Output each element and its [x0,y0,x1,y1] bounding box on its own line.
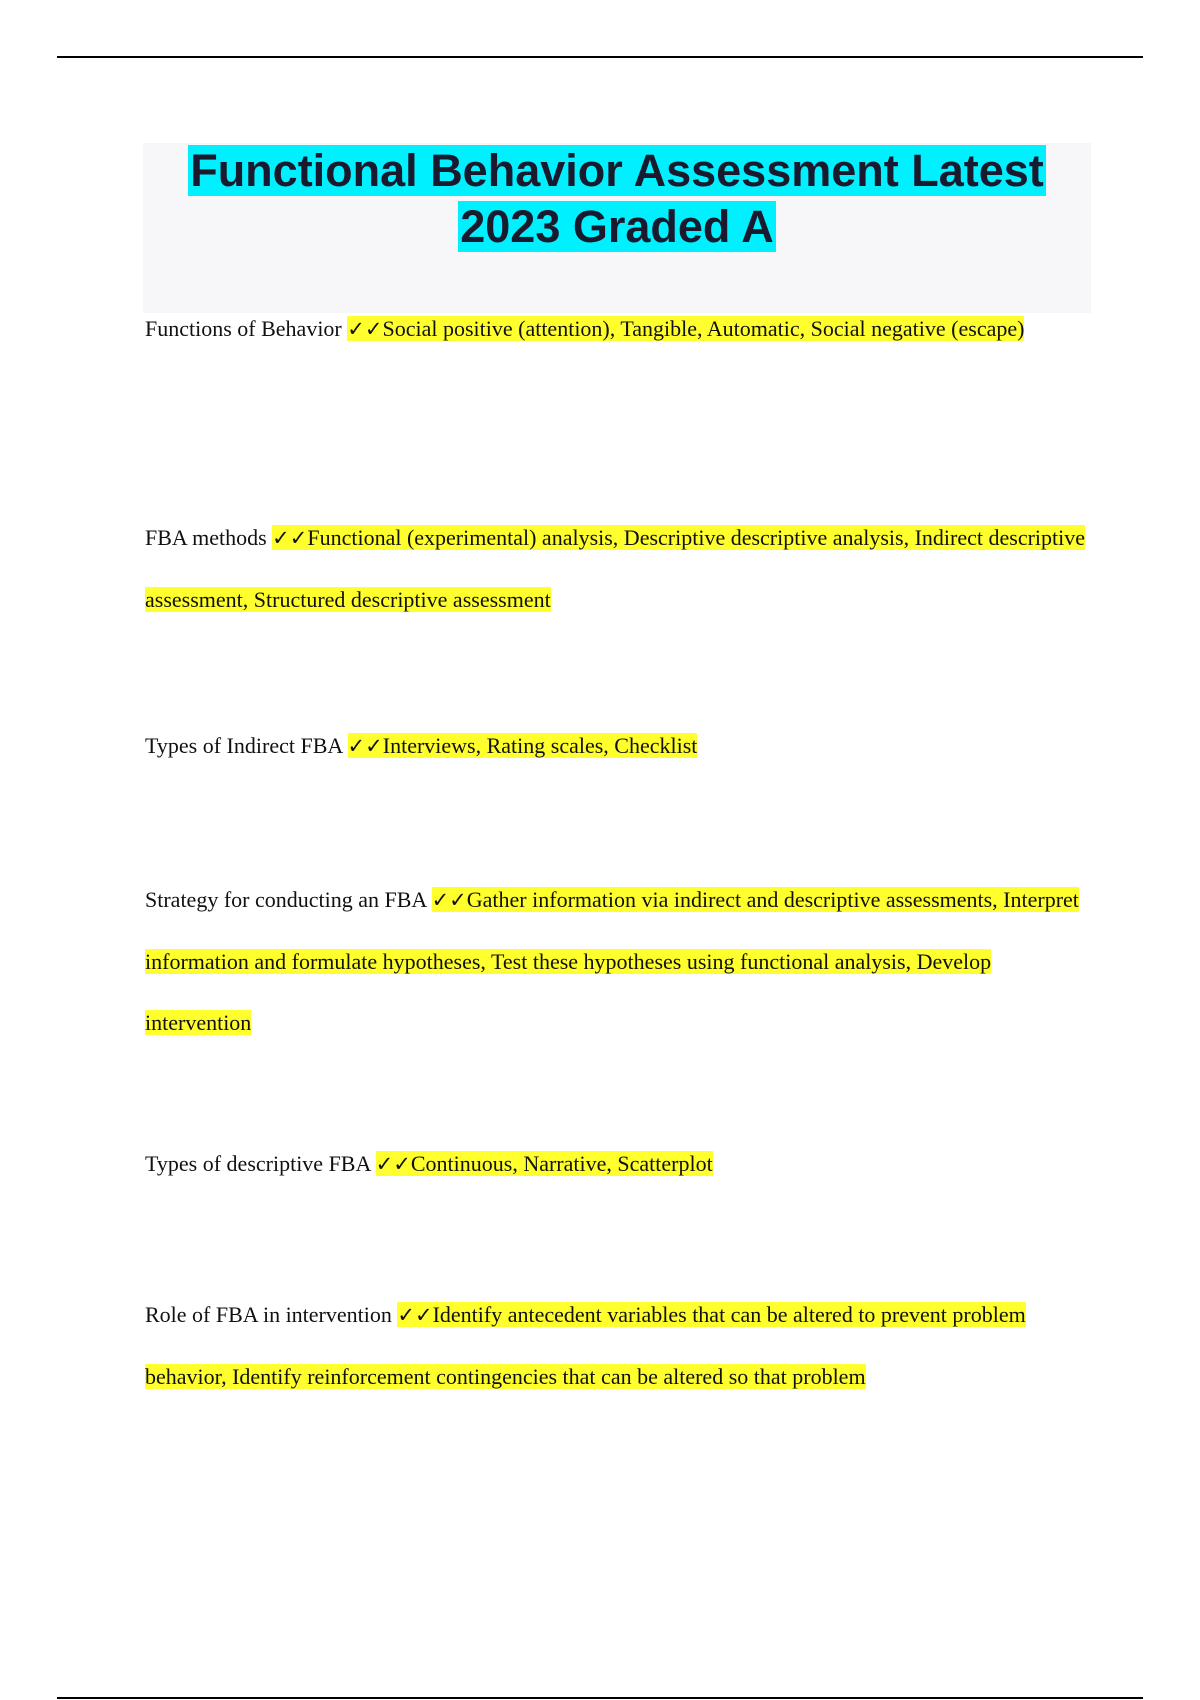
title-line-1: Functional Behavior Assessment Latest [190,145,1044,196]
qa-entry-role [145,1284,1095,1407]
entry-answer: ✓✓Continuous, Narrative, Scatterplot [375,1151,713,1176]
entry-term: Strategy for conducting an FBA [145,887,427,912]
double-check-icon: ✓✓ [375,1152,411,1176]
qa-entry-functions [145,298,1095,360]
qa-entry-indirect [145,715,1095,777]
double-check-icon: ✓✓ [347,734,383,758]
bottom-rule [57,1697,1143,1699]
qa-entry-strategy [145,869,1095,1053]
entry-answer: ✓✓Functional (experimental) analysis, Descriptive descriptive analysis, Indirect descriptive assessment, Structured descriptive assessment [145,525,1086,612]
document-title [143,143,1091,313]
entry-answer: ✓✓Gather information via indirect and descriptive assessments, Interpret information and formulate hypotheses, Test these hypotheses using functional analysis, Develop intervention [145,887,1079,1035]
entry-term: Types of descriptive FBA [145,1151,371,1176]
qa-entry-methods [145,507,1095,630]
title-line-2: 2023 Graded A [460,201,774,252]
entry-answer: ✓✓Identify antecedent variables that can be altered to prevent problem behavior, Identify reinforcement contingencies that can be altered so that problem [145,1302,1026,1389]
entry-term: Role of FBA in intervention [145,1302,392,1327]
entry-term: Functions of Behavior [145,316,342,341]
top-rule [57,56,1143,58]
double-check-icon: ✓✓ [347,317,383,341]
entry-answer: ✓✓Social positive (attention), Tangible, Automatic, Social negative (escape) [347,316,1025,341]
entry-term: FBA methods [145,525,267,550]
entry-answer: ✓✓Interviews, Rating scales, Checklist [347,733,698,758]
double-check-icon: ✓✓ [272,526,308,550]
double-check-icon: ✓✓ [431,888,467,912]
double-check-icon: ✓✓ [397,1303,433,1327]
entry-term: Types of Indirect FBA [145,733,343,758]
qa-entry-descriptive [145,1133,1095,1195]
